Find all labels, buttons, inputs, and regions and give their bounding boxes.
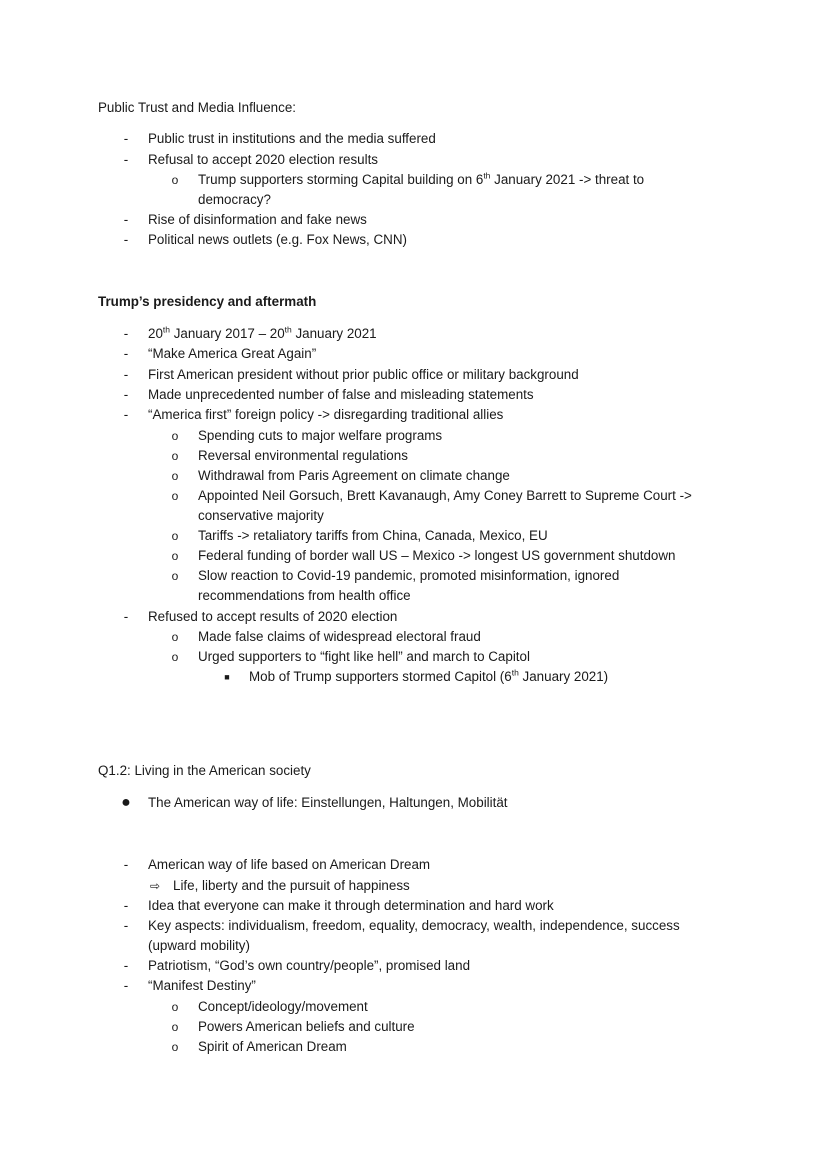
- list-item: “Manifest Destiny”: [148, 978, 256, 993]
- list-item: American way of life based on American Dream: [148, 857, 431, 872]
- list-item: Reversal environmental regulations: [198, 448, 408, 463]
- list-item: Made false claims of widespread electoral fraud: [198, 629, 481, 644]
- list-item: Refusal to accept 2020 election results: [148, 152, 379, 167]
- list-item: Life, liberty and the pursuit of happiness: [173, 878, 410, 893]
- list-item-continuation: (upward mobility): [148, 938, 250, 953]
- arrow-marker: ⇨: [149, 879, 161, 893]
- list-item-continuation: recommendations from health office: [198, 588, 411, 603]
- dash-marker: -: [123, 131, 129, 146]
- list-item: Trump supporters storming Capital building on 6th January 2021 -> threat to: [198, 170, 645, 187]
- dash-marker: -: [123, 232, 129, 247]
- circle-marker: o: [171, 489, 179, 503]
- circle-marker: o: [171, 429, 179, 443]
- dash-marker: -: [123, 609, 129, 624]
- circle-marker: o: [171, 630, 179, 644]
- dash-marker: -: [123, 367, 129, 382]
- list-item-continuation: democracy?: [198, 192, 271, 207]
- list-item: Refused to accept results of 2020 election: [148, 609, 398, 624]
- list-item: “America first” foreign policy -> disregarding traditional allies: [148, 407, 504, 422]
- list-item: Mob of Trump supporters stormed Capitol (6th January 2021): [249, 667, 609, 684]
- list-item: Rise of disinformation and fake news: [148, 212, 367, 227]
- list-item: Spirit of American Dream: [198, 1039, 347, 1054]
- list-item: Powers American beliefs and culture: [198, 1019, 415, 1034]
- list-item: “Make America Great Again”: [148, 346, 317, 361]
- dash-marker: -: [123, 978, 129, 993]
- list-item: Tariffs -> retaliatory tariffs from China, Canada, Mexico, EU: [198, 528, 548, 543]
- list-item: Political news outlets (e.g. Fox News, CNN): [148, 232, 407, 247]
- dash-marker: -: [123, 407, 129, 422]
- dash-marker: -: [123, 387, 129, 402]
- section-heading-trump-presidency: Trump’s presidency and aftermath: [98, 294, 317, 309]
- list-item: The American way of life: Einstellungen, Haltungen, Mobilität: [148, 795, 508, 810]
- square-marker: ■: [224, 672, 230, 682]
- list-item: First American president without prior public office or military background: [148, 367, 579, 382]
- dash-marker: -: [123, 212, 129, 227]
- list-item: Concept/ideology/movement: [198, 999, 368, 1014]
- circle-marker: o: [171, 1000, 179, 1014]
- circle-marker: o: [171, 569, 179, 583]
- list-item: 20th January 2017 – 20th January 2021: [148, 324, 377, 341]
- list-item: Appointed Neil Gorsuch, Brett Kavanaugh, Amy Coney Barrett to Supreme Court ->: [198, 488, 692, 503]
- list-item: Patriotism, “God’s own country/people”, promised land: [148, 958, 471, 973]
- dash-marker: -: [123, 857, 129, 872]
- list-item-continuation: conservative majority: [198, 508, 324, 523]
- circle-marker: o: [171, 549, 179, 563]
- dash-marker: -: [123, 152, 129, 167]
- list-item: Key aspects: individualism, freedom, equality, democracy, wealth, independence, success: [148, 918, 680, 933]
- circle-marker: o: [171, 529, 179, 543]
- circle-marker: o: [171, 173, 179, 187]
- dash-marker: -: [123, 898, 129, 913]
- list-item: Made unprecedented number of false and misleading statements: [148, 387, 534, 402]
- section-heading-public-trust: Public Trust and Media Influence:: [98, 100, 296, 115]
- list-item: Spending cuts to major welfare programs: [198, 428, 443, 443]
- list-item: Federal funding of border wall US – Mexico -> longest US government shutdown: [198, 548, 676, 563]
- bullet-marker: ●: [121, 794, 131, 811]
- dash-marker: -: [123, 958, 129, 973]
- list-item: Withdrawal from Paris Agreement on climate change: [198, 468, 510, 483]
- list-item: Public trust in institutions and the media suffered: [148, 131, 436, 146]
- list-item: Slow reaction to Covid-19 pandemic, promoted misinformation, ignored: [198, 568, 620, 583]
- circle-marker: o: [171, 1040, 179, 1054]
- dash-marker: -: [123, 918, 129, 933]
- section-heading-q1-2: Q1.2: Living in the American society: [98, 763, 311, 778]
- list-item: Urged supporters to “fight like hell” and march to Capitol: [198, 649, 530, 664]
- circle-marker: o: [171, 1020, 179, 1034]
- dash-marker: -: [123, 346, 129, 361]
- circle-marker: o: [171, 650, 179, 664]
- circle-marker: o: [171, 449, 179, 463]
- dash-marker: -: [123, 326, 129, 341]
- list-item: Idea that everyone can make it through determination and hard work: [148, 898, 554, 913]
- circle-marker: o: [171, 469, 179, 483]
